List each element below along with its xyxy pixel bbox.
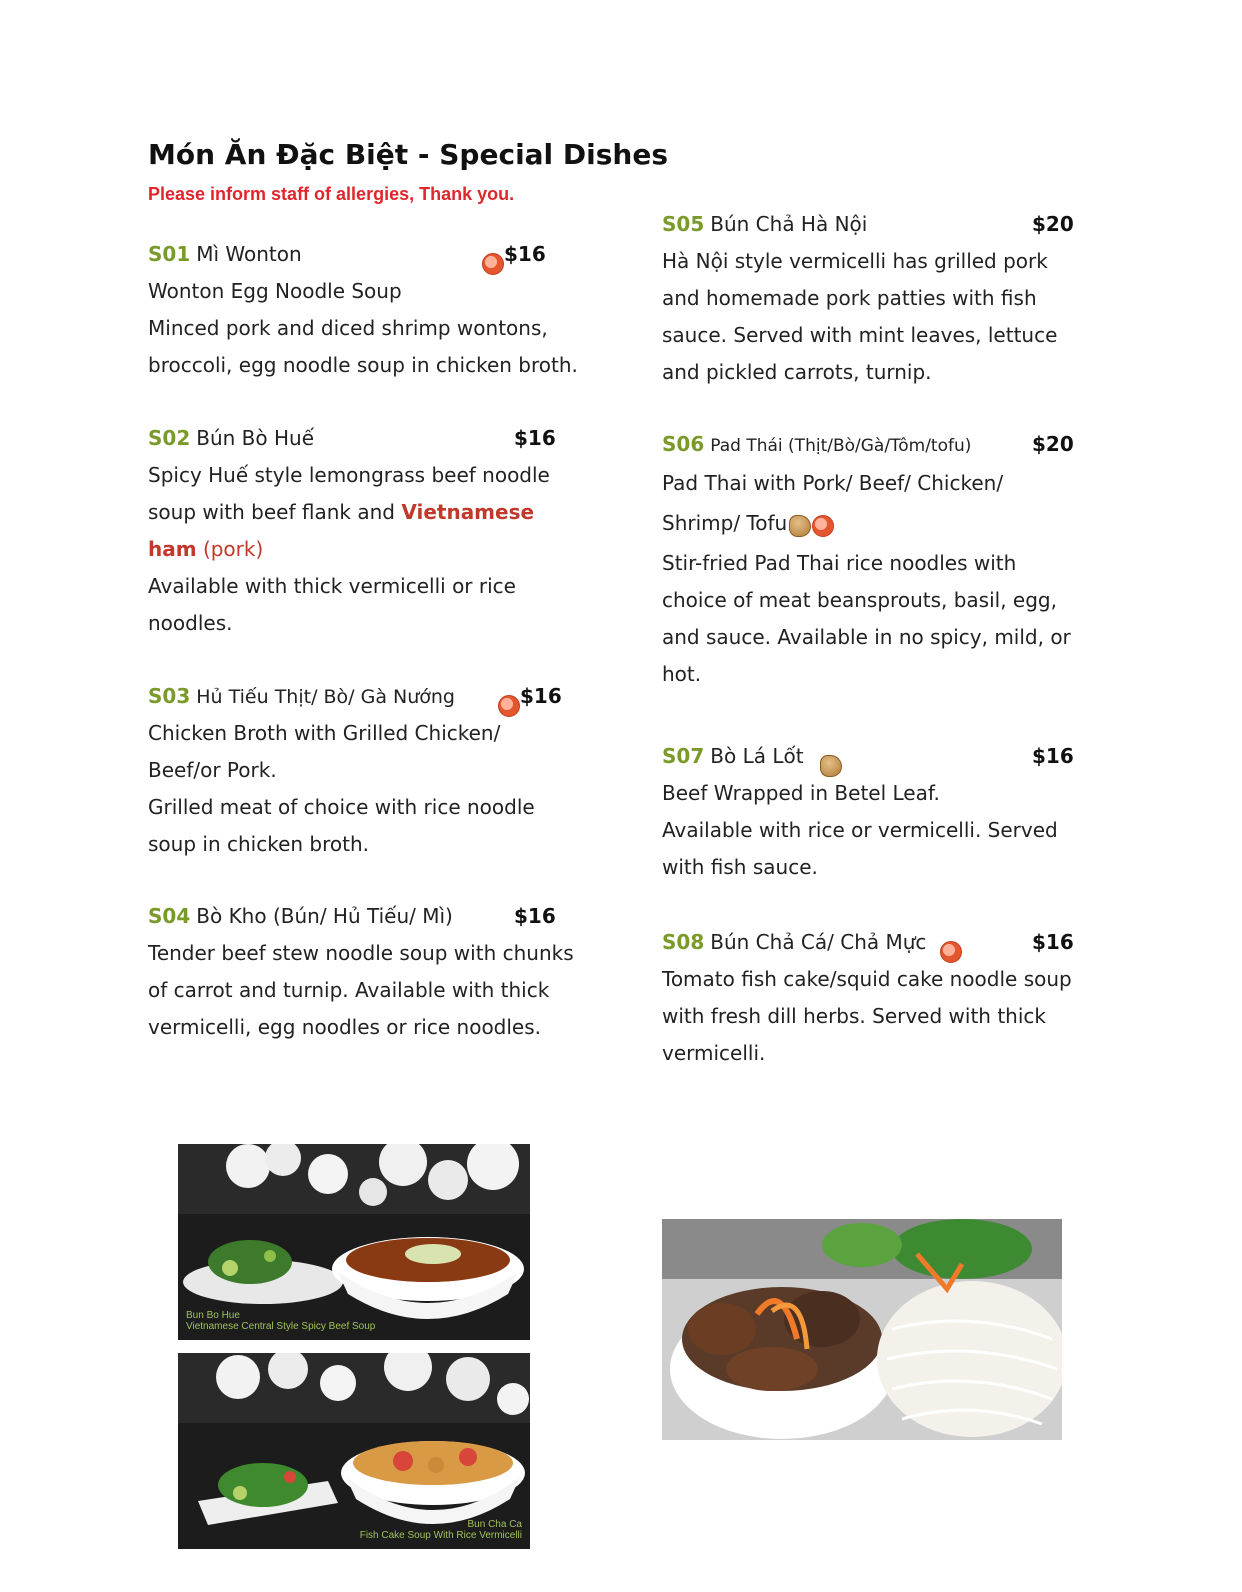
dish-description: Tender beef stew noodle soup with chunks of carrot and turnip. Available with thick vermicelli, egg noodles or rice noodles. (148, 941, 574, 1039)
photo-bun-cha-ca (178, 1353, 530, 1549)
dish-code: S07 (662, 744, 705, 768)
menu-item-s03 (148, 678, 568, 863)
dish-name: Bò Lá Lốt (710, 744, 804, 768)
dish-price: $20 (1032, 432, 1074, 456)
photo-caption (186, 1310, 375, 1332)
dish-price: $16 (1032, 744, 1074, 768)
caption-title: Bun Bo Hue (186, 1310, 240, 1321)
dish-description: Hà Nội style vermicelli has grilled pork and homemade pork patties with fish sauce. Served with mint leaves, lettuce and pickled carrots, turnip. (662, 249, 1058, 384)
menu-item-s06 (662, 426, 1082, 693)
dish-price: $20 (1032, 212, 1074, 236)
dish-name: Bò Kho (Bún/ Hủ Tiếu/ Mì) (196, 904, 453, 928)
allergy-notice: Please inform staff of allergies, Thank you. (148, 184, 515, 204)
dish-name: Pad Thái (Thịt/Bò/Gà/Tôm/tofu) (710, 436, 972, 456)
dish-description: Available with rice or vermicelli. Served with fish sauce. (662, 818, 1058, 879)
photo-bun-cha (662, 1219, 1062, 1440)
menu-item-s08 (662, 924, 1092, 1072)
page-title: Món Ăn Đặc Biệt - Special Dishes (148, 138, 668, 171)
peanut-allergen-icon (820, 755, 842, 777)
pork-note: (pork) (202, 537, 264, 561)
dish-description (148, 457, 588, 568)
dish-code: S04 (148, 904, 191, 928)
dish-description: Stir-fried Pad Thai rice noodles with choice of meat beansprouts, basil, egg, and sauce. Available in no spicy, mild, or hot. (662, 550, 1071, 686)
dish-price: $16 (514, 904, 556, 928)
dish-name: Bún Bò Huế (196, 426, 315, 450)
peanut-allergen-icon (789, 515, 811, 537)
menu-item-s05 (662, 206, 1082, 391)
dish-code: S01 (148, 242, 191, 266)
subtitle-text: Pad Thai with Pork/ Beef/ Chicken/ Shrimp/ Tofu (662, 471, 1004, 535)
dish-name: Mì Wonton (196, 242, 302, 266)
dish-name: Hủ Tiếu Thịt/ Bò/ Gà Nướng (196, 686, 455, 708)
shrimp-allergen-icon (482, 253, 504, 275)
dish-description: Tomato fish cake/squid cake noodle soup with fresh dill herbs. Served with thick vermicelli. (662, 967, 1072, 1065)
dish-subtitle: Chicken Broth with Grilled Chicken/ Beef/or Pork. (148, 721, 501, 782)
dish-subtitle: Wonton Egg Noodle Soup (148, 279, 402, 303)
dish-code: S05 (662, 212, 705, 236)
ham-highlight: Vietnamese ham (148, 500, 535, 561)
dish-subtitle: Beef Wrapped in Betel Leaf. (662, 781, 940, 805)
dish-price: $16 (1032, 930, 1074, 954)
dish-name: Bún Chả Cá/ Chả Mực (710, 930, 927, 954)
menu-item-s04 (148, 898, 578, 1046)
dish-code: S02 (148, 426, 191, 450)
dish-price: $16 (514, 426, 556, 450)
caption-title: Bun Cha Ca (467, 1519, 522, 1530)
shrimp-allergen-icon (812, 515, 834, 537)
menu-item-s07 (662, 738, 1082, 886)
caption-subtitle: Vietnamese Central Style Spicy Beef Soup (186, 1321, 376, 1332)
dish-price: $16 (504, 242, 546, 266)
dish-description: Minced pork and diced shrimp wontons, broccoli, egg noodle soup in chicken broth. (148, 316, 578, 377)
shrimp-allergen-icon (940, 941, 962, 963)
dish-code: S06 (662, 432, 705, 456)
photo-caption (360, 1519, 522, 1541)
photo-bun-bo-hue (178, 1144, 530, 1340)
dish-availability: Available with thick vermicelli or rice noodles. (148, 574, 516, 635)
menu-item-s01 (148, 236, 588, 384)
dish-price: $16 (520, 684, 562, 708)
description-text: Spicy Huế style lemongrass beef noodle soup with beef flank and (148, 463, 550, 524)
dish-name: Bún Chả Hà Nội (710, 212, 868, 236)
shrimp-allergen-icon (498, 695, 520, 717)
caption-subtitle: Fish Cake Soup With Rice Vermicelli (359, 1530, 522, 1541)
dish-subtitle (662, 463, 1082, 545)
dish-code: S03 (148, 684, 191, 708)
dish-code: S08 (662, 930, 705, 954)
menu-item-s02 (148, 420, 588, 642)
dish-description: Grilled meat of choice with rice noodle soup in chicken broth. (148, 795, 535, 856)
